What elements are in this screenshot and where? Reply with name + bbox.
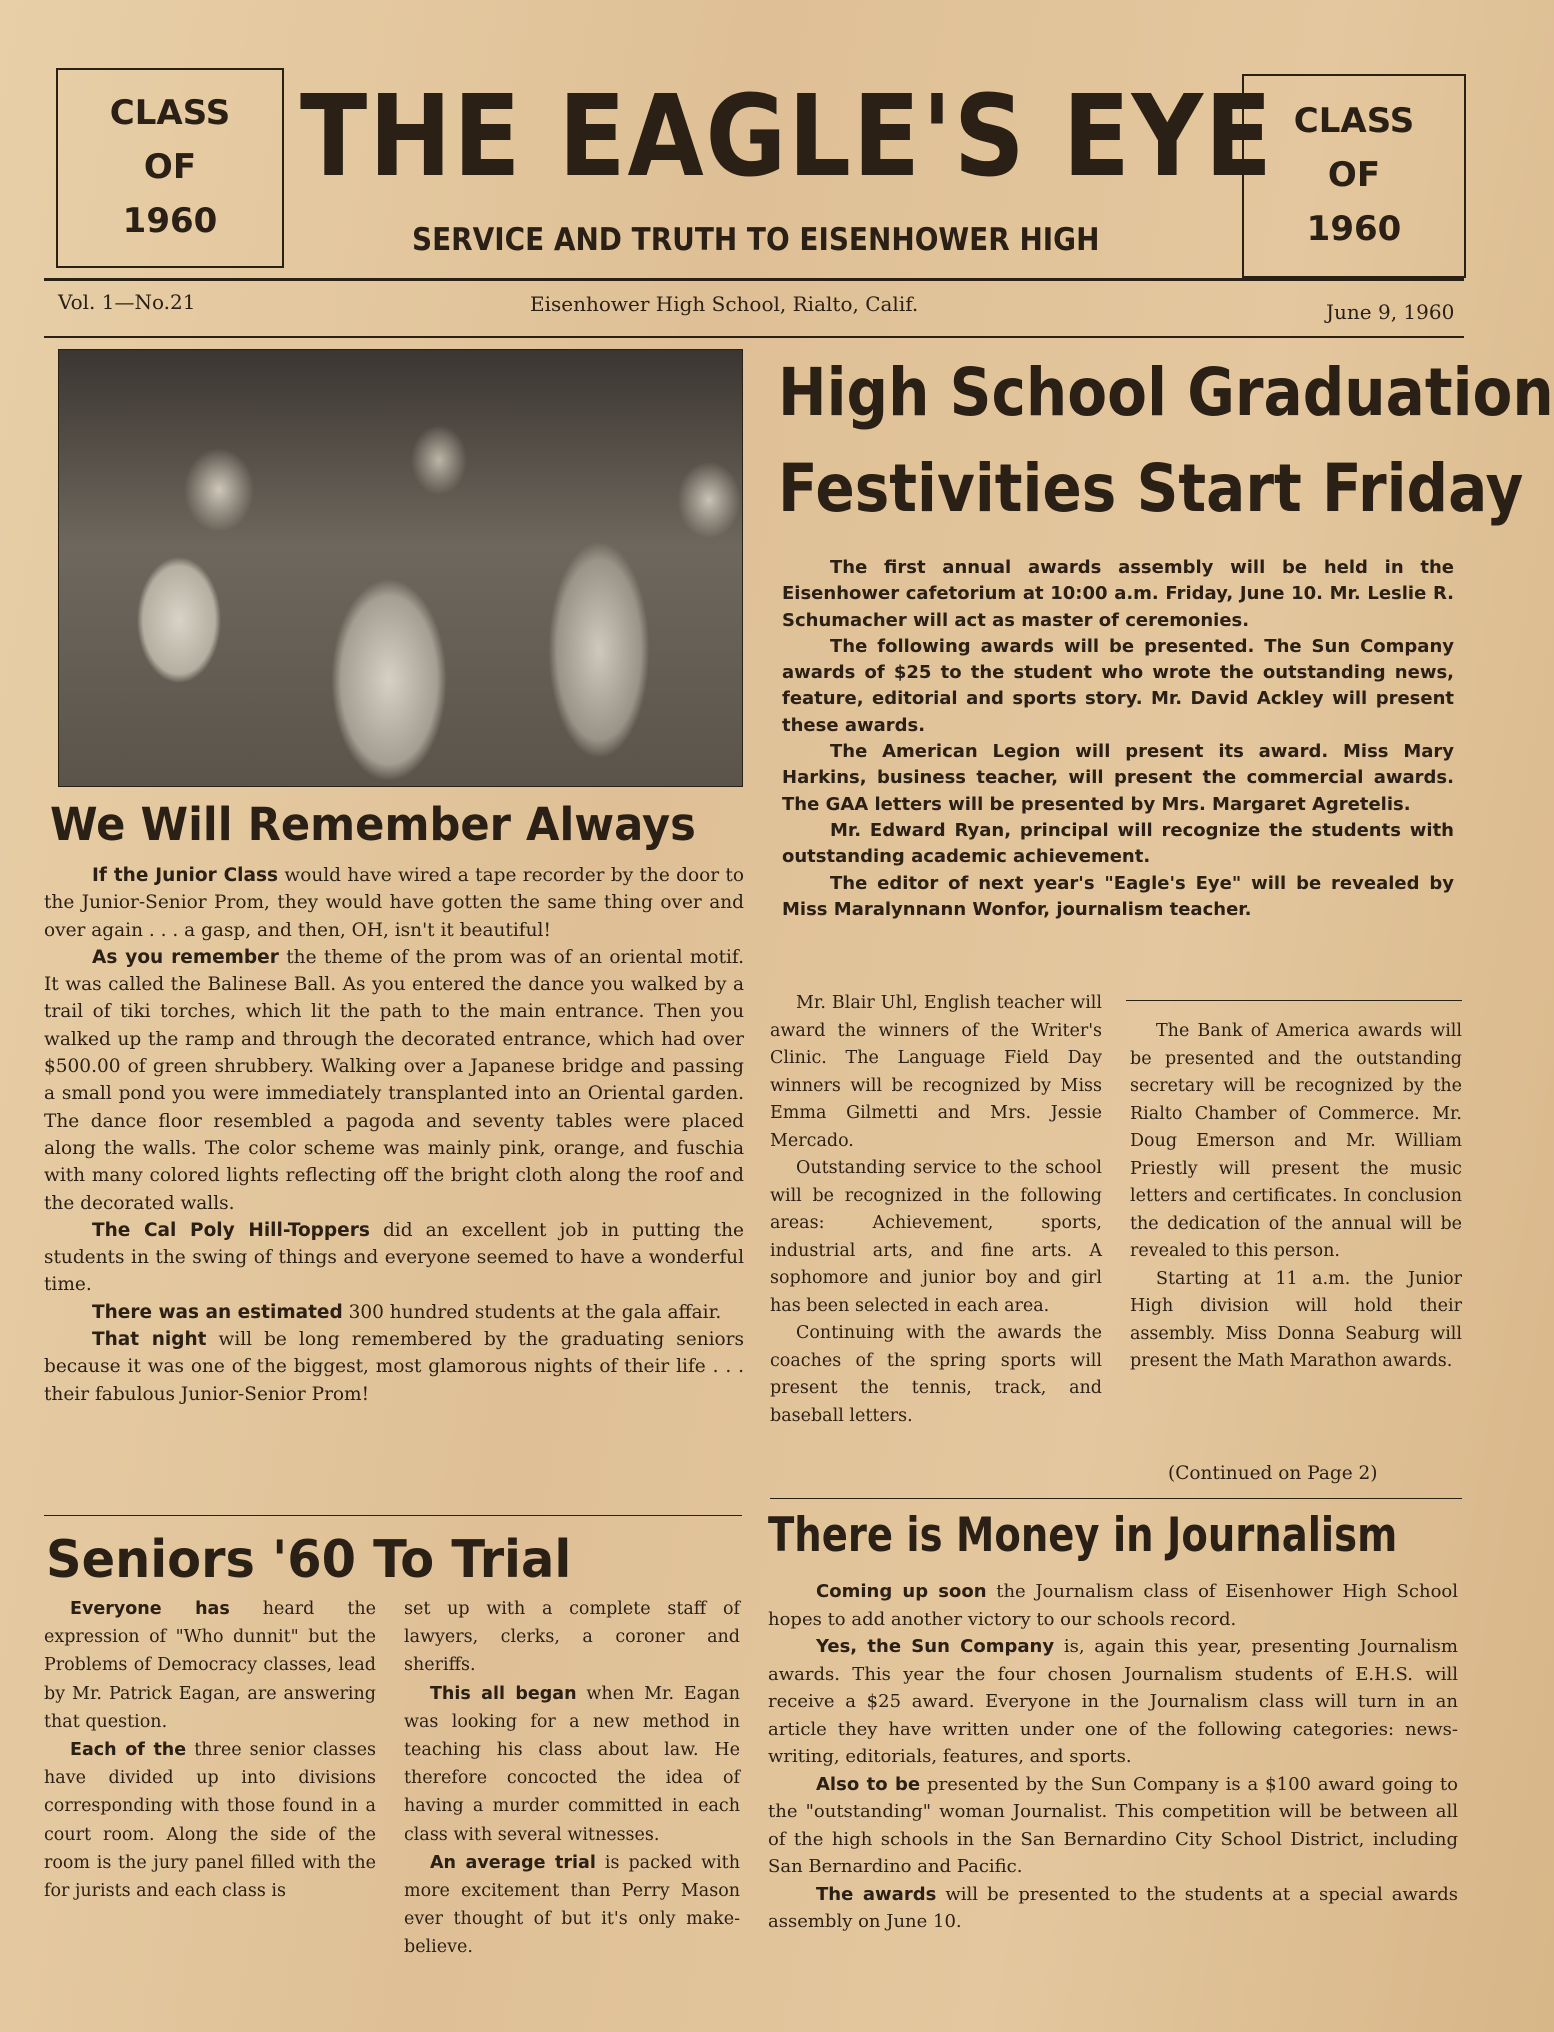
prom-text: will be long remembered by the graduating seniors because it was one of the biggest, most glamorous nights of their life . . . their fabulous Junior-Senior Prom! [44,1329,745,1405]
prom-paragraph [44,862,744,944]
journalism-paragraph [768,1881,1458,1936]
seniors-left-paragraph [44,1595,376,1736]
issue-date: June 9, 1960 [1326,300,1455,324]
continued-on-page-2: (Continued on Page 2) [1168,1463,1378,1484]
graduation-paragraph: The following awards will be presented. The Sun Company awards of $25 to the student who wrote the outstanding news, feature, editorial and sports story. Mr. David Ackley will present these awards. [782,635,1454,736]
prom-lead: If the Junior Class [92,865,279,886]
prom-paragraph [44,1217,744,1299]
graduation-headline-line-1: High School Graduation [778,354,1554,431]
prom-lead: That night [92,1329,207,1351]
masthead-rule-top [44,278,1464,281]
prom-dance-photo [58,349,743,787]
graduation-paragraph: Mr. Edward Ryan, principal will recognize the students with outstanding academic achievement. [782,819,1454,868]
newspaper-title: THE EAGLE'S EYE [300,72,1274,202]
graduation-headline-line-2: Festivities Start Friday [778,450,1524,527]
graduation-intro [782,555,1454,923]
journalism-story [768,1578,1458,1936]
graduation-paragraph: The American Legion will present its award. Miss Mary Harkins, business teacher, will present the commercial awards. The GAA letters will be presented by Mrs. Margaret Agretelis. [782,741,1454,815]
seniors-text: three senior classes have divided up into divisions corresponding with those found in a court room. Along the side of the room is the jury panel filled with the for jurists and each class is [44,1740,376,1902]
seniors-column-right [404,1595,740,1962]
graduation-left-paragraph: Continuing with the awards the coaches of the spring sports will present the tennis, track, and baseball letters. [770,1323,1102,1426]
journalism-paragraph [768,1578,1458,1633]
seniors-lead: Each of the [70,1740,187,1761]
journalism-text: will be presented to the students at a special awards assembly on June 10. [768,1883,1458,1932]
seniors-text: heard the expression of "Who dunnit" but the Problems of Democracy classes, lead by Mr. Patrick Eagan, are answering that question. [44,1599,376,1732]
school-location: Eisenhower High School, Rialto, Calif. [530,292,919,316]
journalism-text: presented by the Sun Company is a $100 award going to the "outstanding" woman Journalist. This competition will be between all of the high schools in the San Bernardino City School District, including San Bernardino and Pacific. [768,1773,1459,1877]
seniors-column-left [44,1595,376,1905]
prom-paragraph [44,1299,744,1326]
journalism-lead: Coming up soon [816,1581,987,1602]
volume-number: Vol. 1—No.21 [58,290,196,314]
graduation-column-left [770,990,1102,1430]
graduation-bottom-rule [770,1498,1462,1499]
graduation-right-paragraph: The Bank of America awards will be presented and the outstanding secretary will be recognized by the Rialto Chamber of Commerce. Mr. Doug Emerson and Mr. William Priestly will present the music letters and certificates. In conclusion the dedication of the annual will be revealed to this person. [1130,1021,1462,1261]
graduation-paragraph: The first annual awards assembly will be held in the Eisenhower cafetorium at 10:00 a.m. Friday, June 10. Mr. Leslie R. Schumacher will act as master of ceremonies. [782,557,1454,631]
journalism-text: is, again this year, presenting Journalism awards. This year the four chosen Journalism students of E.H.S. will receive a $25 award. Everyone in the Journalism class will turn in an article they have written under one of the following categories: news-writing, editorials, features, and sports. [768,1636,1458,1767]
seniors-lead: Everyone has [70,1599,230,1619]
prom-bottom-rule [44,1515,742,1516]
journalism-lead: The awards [816,1883,937,1905]
class-of-1960-right-box [1242,74,1466,278]
newspaper-motto: SERVICE AND TRUTH TO EISENHOWER HIGH [412,222,1100,258]
prom-text: did an excellent job in putting the students in the swing of things and everyone seemed to have a wonderful time. [44,1219,744,1296]
class-of-1960-left-box [56,68,284,268]
right-box-line-3: 1960 [1306,209,1402,249]
seniors-right-paragraph [404,1849,740,1962]
prom-text: the theme of the prom was of an oriental motif. It was called the Balinese Ball. As you entered the dance you walked by a trail of tiki torches, which lit the path to the main entrance. Then you walked up the ramp and through the decorated entrance, which had over $500.00 of green shrubbery. Walking over a Japanese bridge and passing a small pond you were immediately transplanted into an Oriental garden. The dance floor resembled a pagoda and seventy tables were placed along the walls. The color scheme was mainly pink, orange, and fuschia with many colored lights reflecting off the bright cloth along the roof and the decorated walls. [44,946,744,1214]
right-box-line-1: CLASS [1293,101,1415,141]
prom-lead: The Cal Poly Hill-Toppers [92,1219,370,1241]
seniors-left-paragraph [44,1736,376,1905]
seniors-text: is packed with more excitement than Perry Mason ever thought of but it's only make-believe. [404,1852,740,1958]
right-box-line-2: OF [1327,155,1381,195]
prom-text: would have wired a tape recorder by the door to the Junior-Senior Prom, they would have gotten the same thing over and over again . . . a gasp, and then, OH, isn't it beautiful! [44,865,744,941]
seniors-text: set up with a complete staff of lawyers, clerks, a coroner and sheriffs. [404,1599,740,1676]
prom-paragraph [44,1326,744,1408]
journalism-paragraph [768,1771,1458,1881]
left-box-line-3: 1960 [122,201,218,241]
graduation-left-paragraph: Outstanding service to the school will be recognized in the following areas: Achievement, sports, industrial arts, and fine arts. A sophomore and junior boy and girl has been selected in each area. [770,1158,1102,1316]
journalism-headline: There is Money in Journalism [768,1508,1398,1563]
graduation-right-paragraph: Starting at 11 a.m. the Junior High division will hold their assembly. Miss Donna Seaburg will present the Math Marathon awards. [1130,1268,1462,1371]
prom-story [44,862,744,1408]
left-box-line-2: OF [143,147,197,187]
journalism-lead: Also to be [816,1773,921,1795]
seniors-right-paragraph [404,1680,740,1849]
graduation-paragraph: The editor of next year's "Eagle's Eye" will be revealed by Miss Maralynnann Wonfor, journalism teacher. [782,872,1454,920]
journalism-paragraph [768,1633,1458,1771]
prom-lead: There was an estimated [92,1301,343,1323]
seniors-lead: This all began [430,1683,577,1704]
seniors-right-paragraph [404,1595,740,1680]
graduation-column-right [1130,1018,1462,1376]
seniors-text: when Mr. Eagan was looking for a new method in teaching his class about law. He therefore concocted the idea of having a murder committed in each class with several witnesses. [404,1683,741,1845]
left-box-line-1: CLASS [109,93,231,133]
journalism-text: the Journalism class of Eisenhower High School hopes to add another victory to our schools record. [768,1581,1458,1630]
graduation-left-paragraph: Mr. Blair Uhl, English teacher will award the winners of the Writer's Clinic. The Language Field Day winners will be recognized by Miss Emma Gilmetti and Mrs. Jessie Mercado. [770,993,1102,1151]
graduation-divider [1126,1000,1462,1001]
prom-paragraph [44,944,744,1217]
prom-headline: We Will Remember Always [50,798,696,851]
prom-text: 300 hundred students at the gala affair. [342,1301,722,1323]
seniors-lead: An average trial [430,1852,596,1873]
masthead-rule-bottom [44,336,1464,338]
prom-lead: As you remember [92,946,279,968]
seniors-headline: Seniors '60 To Trial [46,1530,572,1590]
journalism-lead: Yes, the Sun Company [816,1636,1055,1657]
